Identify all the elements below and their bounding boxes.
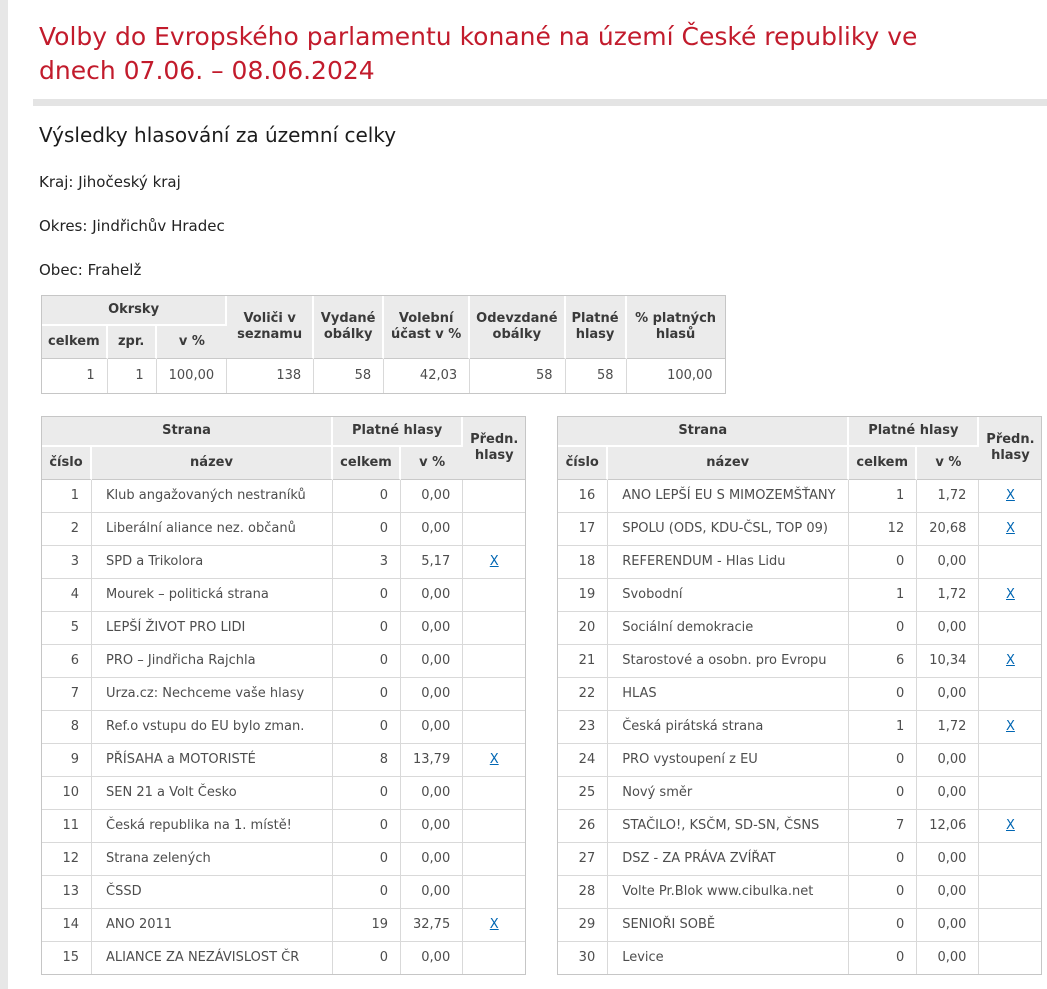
votes-total-cell: 1 — [849, 579, 917, 612]
party-number-cell: 9 — [42, 744, 92, 777]
party-number-cell: 20 — [558, 612, 608, 645]
party-row — [42, 645, 525, 678]
party-header-predn-hlasy: Předn. hlasy — [979, 417, 1041, 480]
okrsky-vpct-value: 100,00 — [157, 359, 228, 393]
votes-total-cell: 0 — [849, 909, 917, 942]
party-number-cell: 2 — [42, 513, 92, 546]
okres-label: Okres: — [39, 217, 88, 235]
votes-total-cell: 12 — [849, 513, 917, 546]
party-name-cell: ALIANCE ZA NEZÁVISLOST ČR — [92, 942, 333, 974]
votes-total-cell: 0 — [333, 942, 401, 974]
summary-table — [41, 295, 726, 394]
party-number-cell: 30 — [558, 942, 608, 974]
party-row — [558, 678, 1041, 711]
votes-pct-cell: 0,00 — [401, 480, 463, 513]
party-name-cell: Urza.cz: Nechceme vaše hlasy — [92, 678, 333, 711]
content-panel — [8, 0, 1047, 989]
party-name-cell: Volte Pr.Blok www.cibulka.net — [608, 876, 849, 909]
pref-votes-cell — [979, 645, 1041, 678]
pref-votes-cell — [463, 480, 525, 513]
party-number-cell: 15 — [42, 942, 92, 974]
okrsky-zpr-value: 1 — [108, 359, 157, 393]
party-name-cell: PRO vystoupení z EU — [608, 744, 849, 777]
votes-total-cell: 0 — [333, 777, 401, 810]
party-name-cell: STAČILO!, KSČM, SD-SN, ČSNS — [608, 810, 849, 843]
votes-total-cell: 19 — [333, 909, 401, 942]
party-number-cell: 21 — [558, 645, 608, 678]
votes-total-cell: 0 — [333, 480, 401, 513]
party-name-cell: Mourek – politická strana — [92, 579, 333, 612]
party-name-cell: PŘÍSAHA a MOTORISTÉ — [92, 744, 333, 777]
pref-votes-cell — [463, 513, 525, 546]
party-name-cell: SEN 21 a Volt Česko — [92, 777, 333, 810]
preferential-votes-link[interactable]: X — [489, 917, 499, 932]
votes-total-cell: 0 — [849, 612, 917, 645]
summary-header-okrsky: Okrsky — [42, 296, 227, 326]
summary-subheader-zpr: zpr. — [108, 326, 157, 359]
votes-pct-cell: 0,00 — [401, 843, 463, 876]
party-number-cell: 29 — [558, 909, 608, 942]
votes-total-cell: 0 — [333, 678, 401, 711]
votes-pct-cell: 1,72 — [917, 480, 979, 513]
pct-platnych-value: 100,00 — [627, 359, 725, 393]
votes-total-cell: 7 — [849, 810, 917, 843]
preferential-votes-link[interactable]: X — [1005, 488, 1015, 503]
votes-pct-cell: 0,00 — [401, 678, 463, 711]
party-number-cell: 25 — [558, 777, 608, 810]
pref-votes-cell — [979, 513, 1041, 546]
votes-total-cell: 0 — [333, 612, 401, 645]
votes-total-cell: 0 — [849, 942, 917, 974]
summary-header-vydane-obalky: Vydané obálky — [314, 296, 384, 359]
votes-pct-cell: 13,79 — [401, 744, 463, 777]
votes-total-cell: 0 — [849, 777, 917, 810]
pref-votes-cell — [979, 480, 1041, 513]
party-subheader-cislo: číslo — [558, 447, 608, 480]
party-row — [42, 942, 525, 974]
party-name-cell: SPD a Trikolora — [92, 546, 333, 579]
votes-total-cell: 0 — [849, 744, 917, 777]
party-row — [558, 513, 1041, 546]
votes-pct-cell: 32,75 — [401, 909, 463, 942]
pref-votes-cell — [463, 612, 525, 645]
party-name-cell: Strana zelených — [92, 843, 333, 876]
party-name-cell: Česká pirátská strana — [608, 711, 849, 744]
party-row — [558, 777, 1041, 810]
page-title: Volby do Evropského parlamentu konané na území České republiky ve dnech 07.06. – 08.06.2024 — [39, 22, 918, 85]
party-number-cell: 5 — [42, 612, 92, 645]
votes-pct-cell: 0,00 — [917, 942, 979, 974]
party-row — [558, 645, 1041, 678]
party-name-cell: PRO – Jindřicha Rajchla — [92, 645, 333, 678]
party-row — [42, 711, 525, 744]
votes-pct-cell: 0,00 — [401, 579, 463, 612]
party-name-cell: Česká republika na 1. místě! — [92, 810, 333, 843]
party-row — [42, 678, 525, 711]
party-row — [558, 876, 1041, 909]
party-row — [558, 579, 1041, 612]
party-number-cell: 16 — [558, 480, 608, 513]
platne-hlasy-value: 58 — [566, 359, 627, 393]
votes-total-cell: 6 — [849, 645, 917, 678]
party-row — [42, 777, 525, 810]
party-subheader-nazev: název — [608, 447, 849, 480]
party-number-cell: 23 — [558, 711, 608, 744]
summary-section — [8, 279, 1047, 394]
party-name-cell: Sociální demokracie — [608, 612, 849, 645]
votes-total-cell: 0 — [333, 579, 401, 612]
okrsky-celkem-value: 1 — [42, 359, 108, 393]
pref-votes-cell — [979, 810, 1041, 843]
votes-pct-cell: 12,06 — [917, 810, 979, 843]
party-subheader-nazev: název — [92, 447, 333, 480]
party-name-cell: HLAS — [608, 678, 849, 711]
party-row — [42, 909, 525, 942]
votes-pct-cell: 0,00 — [401, 876, 463, 909]
party-row — [42, 810, 525, 843]
votes-pct-cell: 5,17 — [401, 546, 463, 579]
party-number-cell: 17 — [558, 513, 608, 546]
party-header-strana: Strana — [42, 417, 333, 447]
votes-total-cell: 0 — [333, 513, 401, 546]
party-number-cell: 28 — [558, 876, 608, 909]
votes-pct-cell: 0,00 — [917, 909, 979, 942]
votes-pct-cell: 1,72 — [917, 579, 979, 612]
preferential-votes-link[interactable]: X — [1005, 719, 1015, 734]
party-subheader-vpct: v % — [917, 447, 979, 480]
preferential-votes-link[interactable]: X — [1005, 653, 1015, 668]
pref-votes-cell — [463, 909, 525, 942]
party-name-cell: ANO 2011 — [92, 909, 333, 942]
party-number-cell: 26 — [558, 810, 608, 843]
party-row — [42, 876, 525, 909]
summary-header-volici: Voliči v seznamu — [227, 296, 314, 359]
party-row — [558, 546, 1041, 579]
party-number-cell: 22 — [558, 678, 608, 711]
party-row — [42, 546, 525, 579]
party-subheader-cislo: číslo — [42, 447, 92, 480]
preferential-votes-link[interactable]: X — [1005, 587, 1015, 602]
pref-votes-cell — [979, 843, 1041, 876]
pref-votes-cell — [463, 876, 525, 909]
votes-total-cell: 8 — [333, 744, 401, 777]
votes-pct-cell: 0,00 — [401, 777, 463, 810]
votes-total-cell: 0 — [333, 876, 401, 909]
ucast-value: 42,03 — [384, 359, 470, 393]
party-row — [558, 480, 1041, 513]
obec-value: Frahelž — [87, 261, 142, 279]
party-name-cell: Ref.o vstupu do EU bylo zman. — [92, 711, 333, 744]
party-number-cell: 4 — [42, 579, 92, 612]
votes-pct-cell: 0,00 — [401, 942, 463, 974]
odevzdane-obalky-value: 58 — [470, 359, 565, 393]
party-name-cell: Liberální aliance nez. občanů — [92, 513, 333, 546]
party-row — [558, 711, 1041, 744]
pref-votes-cell — [979, 777, 1041, 810]
pref-votes-cell — [463, 777, 525, 810]
pref-votes-cell — [463, 579, 525, 612]
party-name-cell: SENIOŘI SOBĚ — [608, 909, 849, 942]
party-table-left — [41, 416, 526, 975]
party-subheader-celkem: celkem — [849, 447, 917, 480]
party-row — [558, 942, 1041, 974]
party-name-cell: Klub angažovaných nestraníků — [92, 480, 333, 513]
pref-votes-cell — [979, 579, 1041, 612]
votes-total-cell: 0 — [333, 645, 401, 678]
party-name-cell: LEPŠÍ ŽIVOT PRO LIDI — [92, 612, 333, 645]
votes-pct-cell: 0,00 — [917, 678, 979, 711]
party-name-cell: REFERENDUM - Hlas Lidu — [608, 546, 849, 579]
summary-subheader-vpct: v % — [157, 326, 228, 359]
votes-total-cell: 1 — [849, 711, 917, 744]
party-number-cell: 3 — [42, 546, 92, 579]
preferential-votes-link[interactable]: X — [489, 752, 499, 767]
votes-pct-cell: 0,00 — [401, 810, 463, 843]
party-number-cell: 13 — [42, 876, 92, 909]
votes-total-cell: 0 — [849, 546, 917, 579]
kraj-label: Kraj: — [39, 173, 74, 191]
preferential-votes-link[interactable]: X — [1005, 521, 1015, 536]
votes-pct-cell: 1,72 — [917, 711, 979, 744]
party-row — [558, 744, 1041, 777]
party-number-cell: 6 — [42, 645, 92, 678]
pref-votes-cell — [463, 711, 525, 744]
pref-votes-cell — [463, 942, 525, 974]
party-tables-section — [8, 394, 1047, 975]
party-number-cell: 7 — [42, 678, 92, 711]
pref-votes-cell — [463, 810, 525, 843]
party-header-platne-hlasy: Platné hlasy — [849, 417, 979, 447]
party-subheader-vpct: v % — [401, 447, 463, 480]
party-row — [42, 579, 525, 612]
pref-votes-cell — [979, 678, 1041, 711]
party-name-cell: SPOLU (ODS, KDU-ČSL, TOP 09) — [608, 513, 849, 546]
obec-line — [8, 235, 1047, 279]
okres-value: Jindřichův Hradec — [92, 217, 225, 235]
party-number-cell: 11 — [42, 810, 92, 843]
header-divider — [33, 99, 1047, 106]
votes-total-cell: 0 — [333, 843, 401, 876]
party-number-cell: 19 — [558, 579, 608, 612]
votes-pct-cell: 0,00 — [401, 612, 463, 645]
party-name-cell: Nový směr — [608, 777, 849, 810]
party-number-cell: 12 — [42, 843, 92, 876]
pref-votes-cell — [463, 843, 525, 876]
votes-pct-cell: 0,00 — [917, 777, 979, 810]
vydane-obalky-value: 58 — [314, 359, 384, 393]
party-name-cell: Levice — [608, 942, 849, 974]
party-header-predn-hlasy: Předn. hlasy — [463, 417, 525, 480]
party-name-cell: Starostové a osobn. pro Evropu — [608, 645, 849, 678]
party-row — [42, 513, 525, 546]
pref-votes-cell — [463, 678, 525, 711]
preferential-votes-link[interactable]: X — [489, 554, 499, 569]
party-row — [558, 843, 1041, 876]
pref-votes-cell — [463, 645, 525, 678]
summary-header-pct-platnych: % platných hlasů — [627, 296, 725, 359]
votes-total-cell: 1 — [849, 480, 917, 513]
summary-header-odevzdane-obalky: Odevzdané obálky — [470, 296, 565, 359]
votes-total-cell: 0 — [333, 711, 401, 744]
okres-line — [8, 191, 1047, 235]
party-number-cell: 27 — [558, 843, 608, 876]
party-number-cell: 8 — [42, 711, 92, 744]
party-number-cell: 10 — [42, 777, 92, 810]
votes-pct-cell: 20,68 — [917, 513, 979, 546]
votes-pct-cell: 0,00 — [401, 645, 463, 678]
pref-votes-cell — [463, 546, 525, 579]
votes-total-cell: 0 — [333, 810, 401, 843]
votes-pct-cell: 0,00 — [917, 876, 979, 909]
votes-pct-cell: 10,34 — [917, 645, 979, 678]
votes-total-cell: 3 — [333, 546, 401, 579]
pref-votes-cell — [979, 909, 1041, 942]
party-name-cell: ČSSD — [92, 876, 333, 909]
section-subtitle: Výsledky hlasování za územní celky — [39, 123, 397, 147]
party-number-cell: 18 — [558, 546, 608, 579]
party-header-strana: Strana — [558, 417, 849, 447]
party-row — [42, 480, 525, 513]
votes-pct-cell: 0,00 — [917, 843, 979, 876]
party-name-cell: ANO LEPŠÍ EU S MIMOZEMŠŤANY — [608, 480, 849, 513]
votes-total-cell: 0 — [849, 678, 917, 711]
summary-header-ucast: Volební účast v % — [384, 296, 470, 359]
votes-total-cell: 0 — [849, 843, 917, 876]
party-row — [42, 612, 525, 645]
party-row — [558, 909, 1041, 942]
party-header-platne-hlasy: Platné hlasy — [333, 417, 463, 447]
party-row — [558, 810, 1041, 843]
pref-votes-cell — [979, 876, 1041, 909]
pref-votes-cell — [979, 942, 1041, 974]
kraj-line — [8, 147, 1047, 191]
pref-votes-cell — [463, 744, 525, 777]
votes-pct-cell: 0,00 — [917, 612, 979, 645]
votes-pct-cell: 0,00 — [401, 513, 463, 546]
party-name-cell: DSZ - ZA PRÁVA ZVÍŘAT — [608, 843, 849, 876]
party-number-cell: 1 — [42, 480, 92, 513]
votes-pct-cell: 0,00 — [401, 711, 463, 744]
party-table-right — [557, 416, 1042, 975]
votes-pct-cell: 0,00 — [917, 546, 979, 579]
party-row — [42, 843, 525, 876]
pref-votes-cell — [979, 546, 1041, 579]
votes-pct-cell: 0,00 — [917, 744, 979, 777]
pref-votes-cell — [979, 744, 1041, 777]
party-row — [558, 612, 1041, 645]
pref-votes-cell — [979, 711, 1041, 744]
party-subheader-celkem: celkem — [333, 447, 401, 480]
party-number-cell: 24 — [558, 744, 608, 777]
votes-total-cell: 0 — [849, 876, 917, 909]
party-number-cell: 14 — [42, 909, 92, 942]
volici-value: 138 — [227, 359, 314, 393]
party-name-cell: Svobodní — [608, 579, 849, 612]
summary-row — [42, 359, 725, 393]
party-row — [42, 744, 525, 777]
kraj-value: Jihočeský kraj — [78, 173, 181, 191]
pref-votes-cell — [979, 612, 1041, 645]
obec-label: Obec: — [39, 261, 83, 279]
summary-subheader-celkem: celkem — [42, 326, 108, 359]
preferential-votes-link[interactable]: X — [1005, 818, 1015, 833]
summary-header-platne-hlasy: Platné hlasy — [566, 296, 627, 359]
